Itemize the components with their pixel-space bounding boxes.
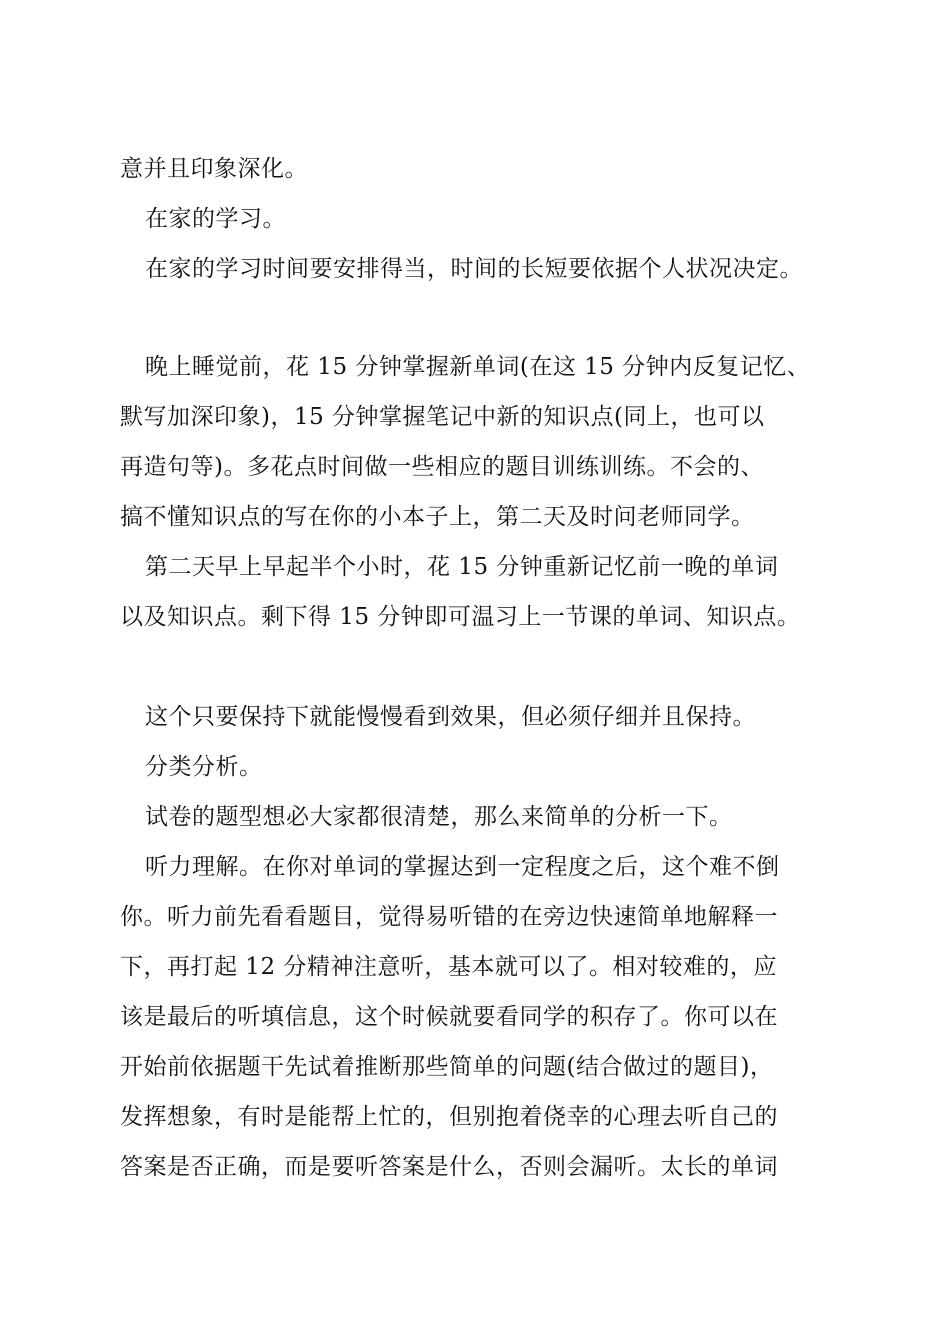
text-line: 在家的学习时间要安排得当，时间的长短要依据个人状况决定。 xyxy=(145,256,803,282)
text-line: 晚上睡觉前，花 15 分钟掌握新单词(在这 15 分钟内反复记忆、 xyxy=(145,354,811,380)
text-line: 答案是否正确，而是要听答案是什么，否则会漏听。太长的单词 xyxy=(120,1154,778,1180)
text-line: 这个只要保持下就能慢慢看到效果，但必须仔细并且保持。 xyxy=(145,704,756,730)
text-line: 听力理解。在你对单词的掌握达到一定程度之后，这个难不倒 xyxy=(145,854,780,880)
text-line: 你。听力前先看看题目，觉得易听错的在旁边快速简单地解释一 xyxy=(120,904,778,930)
text-line: 该是最后的听填信息，这个时候就要看同学的积存了。你可以在 xyxy=(120,1004,778,1030)
section-heading: 在家的学习。 xyxy=(145,206,286,232)
text-line: 试卷的题型想必大家都很清楚，那么来简单的分析一下。 xyxy=(145,804,733,830)
section-heading: 分类分析。 xyxy=(145,754,263,780)
text-line: 默写加深印象)，15 分钟掌握笔记中新的知识点(同上，也可以 xyxy=(120,404,765,430)
text-line: 意并且印象深化。 xyxy=(120,156,308,182)
text-line: 第二天早上早起半个小时，花 15 分钟重新记忆前一晚的单词 xyxy=(145,554,779,580)
text-line: 发挥想象，有时是能帮上忙的，但别抱着侥幸的心理去听自己的 xyxy=(120,1104,778,1130)
text-line: 以及知识点。剩下得 15 分钟即可温习上一节课的单词、知识点。 xyxy=(120,604,801,630)
text-line: 下，再打起 12 分精神注意听，基本就可以了。相对较难的，应 xyxy=(120,954,777,980)
text-line: 开始前依据题干先试着推断那些简单的问题(结合做过的题目)， xyxy=(120,1054,774,1080)
text-line: 搞不懂知识点的写在你的小本子上，第二天及时问老师同学。 xyxy=(120,504,755,530)
text-line: 再造句等)。多花点时间做一些相应的题目训练训练。不会的、 xyxy=(120,454,764,480)
